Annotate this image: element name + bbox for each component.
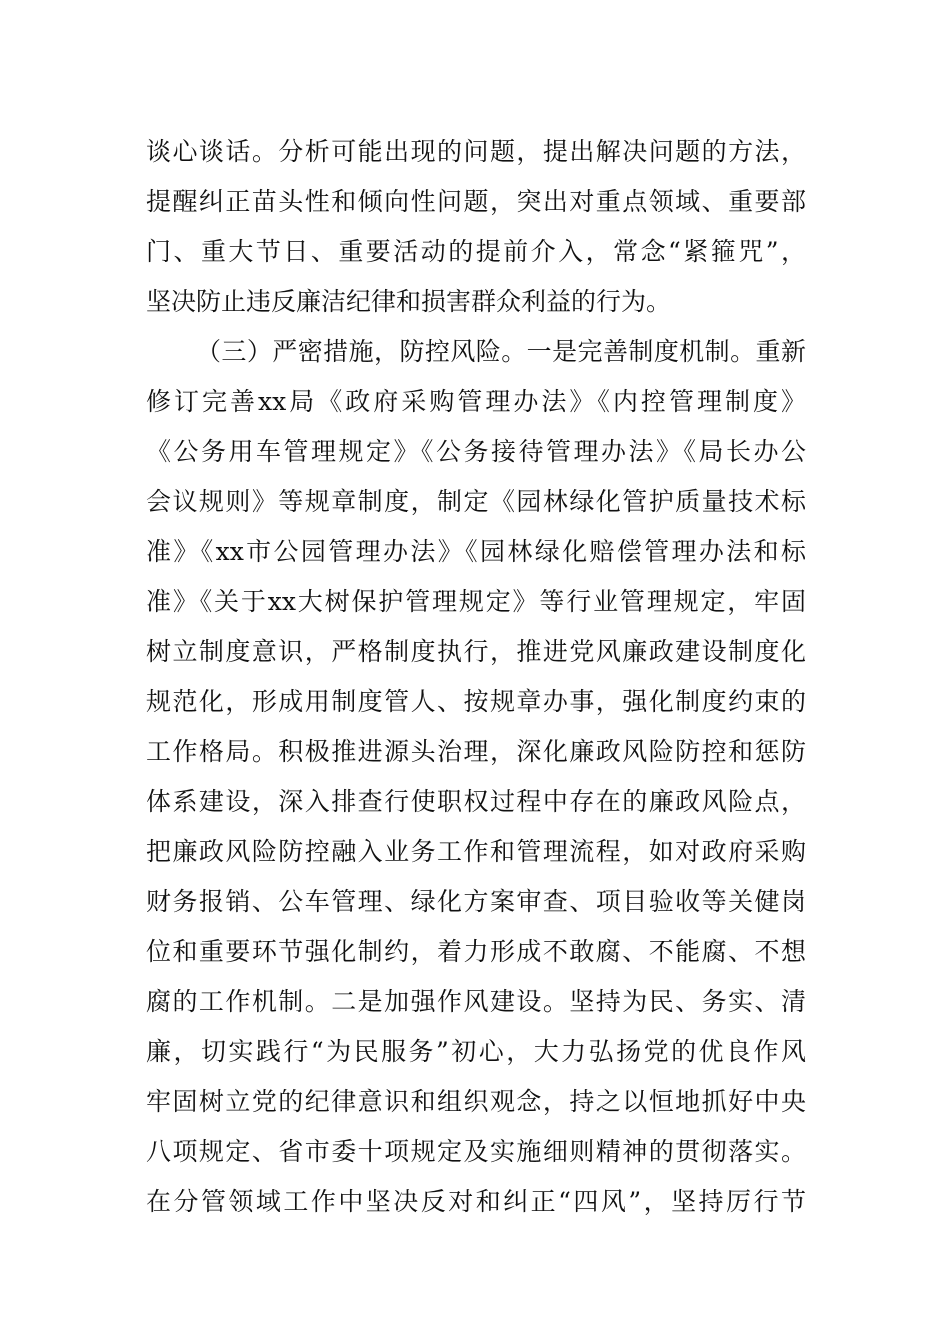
text-line: 八项规定、省市委十项规定及实施细则精神的贯彻落实。 xyxy=(146,1137,806,1166)
text-line: 腐的工作机制。二是加强作风建设。坚持为民、务实、清 xyxy=(146,987,806,1016)
text-line: 财务报销、公车管理、绿化方案审查、项目验收等关健岗 xyxy=(146,887,806,916)
text-line: 修订完善xx局《政府采购管理办法》《内控管理制度》 xyxy=(146,387,806,416)
text-line: 坚决防止违反廉洁纪律和损害群众利益的行为。 xyxy=(146,287,672,316)
text-line: 准》《关于xx大树保护管理规定》等行业管理规定，牢固 xyxy=(146,587,806,616)
text-line: 位和重要环节强化制约，着力形成不敢腐、不能腐、不想 xyxy=(146,937,806,966)
section-heading-line: （三）严密措施，防控风险。一是完善制度机制。重新 xyxy=(196,337,806,366)
text-line: 体系建设，深入排查行使职权过程中存在的廉政风险点， xyxy=(146,787,806,816)
text-line: 《公务用车管理规定》《公务接待管理办法》《局长办公 xyxy=(146,437,806,466)
text-line: 规范化，形成用制度管人、按规章办事，强化制度约束的 xyxy=(146,687,806,716)
text-line: 会议规则》等规章制度，制定《园林绿化管护质量技术标 xyxy=(146,487,806,516)
text-line: 工作格局。积极推进源头治理，深化廉政风险防控和惩防 xyxy=(146,737,806,766)
text-line: 把廉政风险防控融入业务工作和管理流程，如对政府采购 xyxy=(146,837,806,866)
text-line: 准》《xx市公园管理办法》《园林绿化赔偿管理办法和标 xyxy=(146,537,806,566)
text-line: 门、重大节日、重要活动的提前介入，常念“紧箍咒”， xyxy=(146,237,806,266)
text-line: 牢固树立党的纪律意识和组织观念，持之以恒地抓好中央 xyxy=(146,1087,806,1116)
text-line: 树立制度意识，严格制度执行，推进党风廉政建设制度化 xyxy=(146,637,806,666)
text-line: 提醒纠正苗头性和倾向性问题，突出对重点领域、重要部 xyxy=(146,187,806,216)
text-line: 谈心谈话。分析可能出现的问题，提出解决问题的方法， xyxy=(146,137,806,166)
text-line: 在分管领域工作中坚决反对和纠正“四风”，坚持厉行节 xyxy=(146,1187,806,1216)
text-line: 廉，切实践行“为民服务”初心，大力弘扬党的优良作风 xyxy=(146,1037,806,1066)
